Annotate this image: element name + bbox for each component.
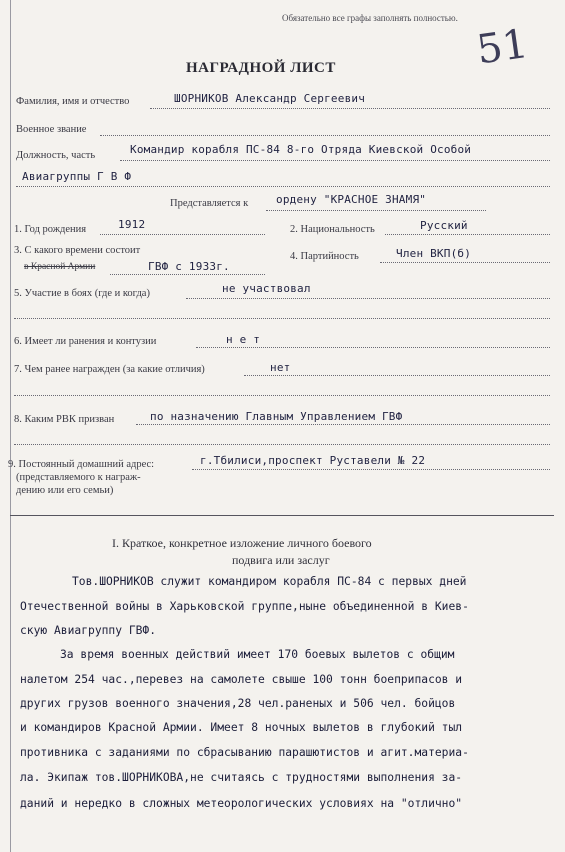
party-rule (380, 262, 550, 263)
summary-heading-2: подвига или заслуг (232, 553, 330, 567)
battles-rule-2 (14, 318, 550, 319)
summary-line: Тов.ШОРНИКОВ служит командиром корабля ПС-84 с первых дней (72, 575, 467, 588)
name-rule (150, 108, 550, 109)
rvk-value: по назначению Главным Управлением ГВФ (150, 410, 403, 423)
presented-rule (266, 210, 486, 211)
battles-value: не участвовал (222, 282, 311, 295)
party-value: Член ВКП(б) (396, 247, 472, 260)
rank-rule (100, 135, 550, 136)
birth-year-label: 1. Год рождения (14, 224, 87, 235)
rvk-rule-2 (14, 444, 550, 445)
summary-line: скую Авиагруппу ГВФ. (20, 624, 157, 637)
address-label-1: 9. Постоянный домашний адрес: (8, 459, 155, 470)
header-instruction: Обязательно все графы заполнять полностью. (282, 13, 458, 23)
name-label: Фамилия, имя и отчество (16, 96, 130, 107)
birth-year-value: 1912 (118, 218, 146, 231)
awards-rule-2 (14, 395, 550, 396)
since-label-2: в Красной Армии (24, 262, 96, 272)
battles-rule-1 (186, 298, 550, 299)
summary-line: даний и нередко в сложных метеорологических условиях на "отлично" (20, 797, 463, 810)
since-label-1: 3. С какого времени состоит (14, 245, 141, 256)
summary-line: и командиров Красной Армии. Имеет 8 ночных вылетов в глубокий тыл (20, 721, 463, 734)
nationality-rule (385, 234, 550, 235)
position-value-line1: Командир корабля ПС-84 8-го Отряда Киевской Особой (130, 143, 472, 156)
nationality-value: Русский (420, 219, 468, 232)
presented-value: ордену "КРАСНОЕ ЗНАМЯ" (276, 193, 427, 206)
section-divider (10, 515, 554, 516)
address-value: г.Тбилиси,проспект Руставели № 22 (200, 454, 426, 467)
wounds-label: 6. Имеет ли ранения и контузии (14, 336, 157, 347)
name-value: ШОРНИКОВ Александр Сергеевич (174, 92, 366, 105)
nationality-label: 2. Национальность (290, 224, 375, 235)
summary-line: За время военных действий имеет 170 боевых вылетов с общим (60, 648, 455, 661)
wounds-rule (196, 347, 550, 348)
awards-label: 7. Чем ранее награжден (за какие отличия) (14, 364, 205, 375)
summary-line: ла. Экипаж тов.ШОРНИКОВА,не считаясь с трудностями выполнения за- (20, 771, 463, 784)
address-rule (192, 469, 550, 470)
wounds-value: н е т (226, 333, 261, 346)
position-value-line2: Авиагруппы Г В Ф (22, 170, 132, 183)
rvk-label: 8. Каким РВК призван (14, 414, 115, 425)
summary-line: противника с заданиями по сбрасыванию парашютистов и агит.материа- (20, 746, 469, 759)
presented-label: Представляется к (170, 198, 249, 209)
battles-label: 5. Участие в боях (где и когда) (14, 288, 150, 299)
rank-label: Военное звание (16, 124, 87, 135)
address-label-2: (представляемого к награж- (16, 472, 141, 483)
party-label: 4. Партийность (290, 251, 359, 262)
awards-value: нет (270, 361, 291, 374)
since-value: ГВФ с 1933г. (148, 260, 230, 273)
page-title: НАГРАДНОЙ ЛИСТ (186, 60, 336, 76)
position-rule-2 (16, 186, 550, 187)
rvk-rule-1 (136, 424, 550, 425)
summary-line: Отечественной войны в Харьковской группе,ныне объединенной в Киев- (20, 600, 469, 613)
birth-year-rule (100, 234, 265, 235)
summary-line: налетом 254 час.,перевез на самолете свыше 100 тонн боеприпасов и (20, 673, 463, 686)
position-rule-1 (120, 160, 550, 161)
awards-rule-1 (244, 375, 550, 376)
position-label: Должность, часть (16, 150, 96, 161)
summary-heading-1: I. Краткое, конкретное изложение личного боевого (112, 536, 372, 550)
address-label-3: дению или его семьи) (16, 485, 114, 496)
since-rule (110, 274, 265, 275)
summary-line: других грузов военного значения,28 чел.раненых и 506 чел. бойцов (20, 697, 456, 710)
left-margin-line (10, 0, 11, 852)
handwritten-number: 51 (474, 20, 531, 74)
